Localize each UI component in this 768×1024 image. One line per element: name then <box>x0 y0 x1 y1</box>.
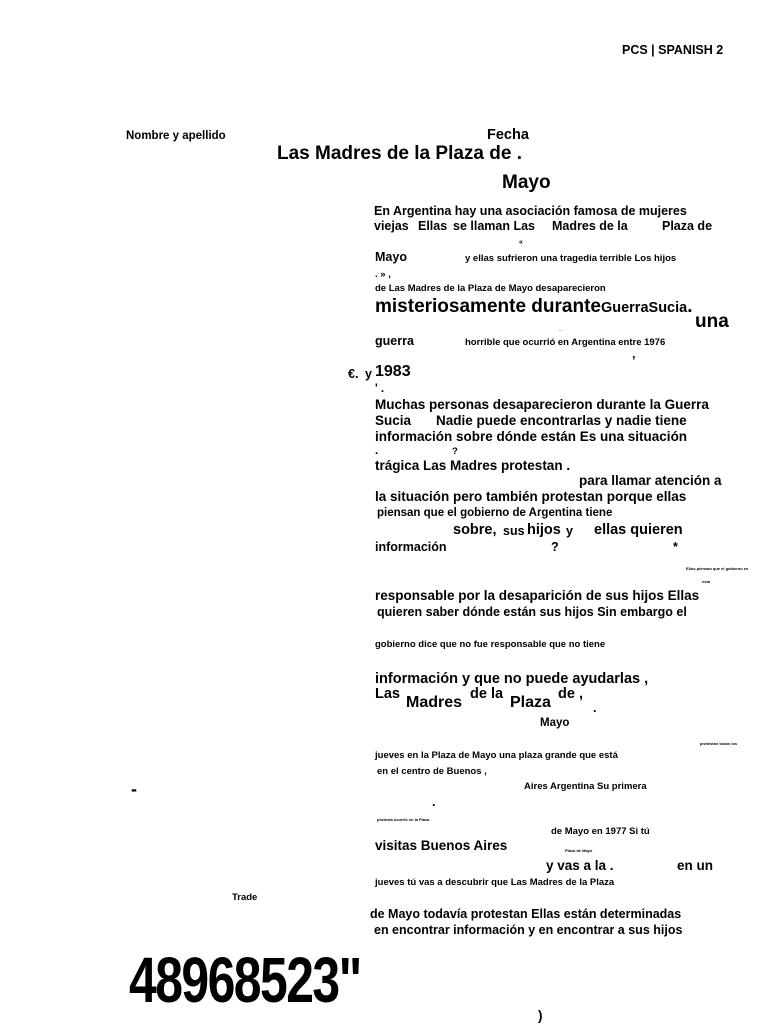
stray-mark: « <box>519 239 523 246</box>
text-line: Ellas <box>418 219 448 233</box>
page-title: Las Madres de la Plaza de . <box>277 143 522 164</box>
text-line: en un <box>677 858 713 873</box>
text-line: Plaza <box>510 694 551 711</box>
footer-number: 48968523" <box>129 944 361 1016</box>
text-line: Madres de la <box>552 219 628 233</box>
text-line: Aires Argentina Su primera <box>524 781 647 792</box>
text-line: Muchas personas desaparecieron durante la Guerra <box>375 397 709 412</box>
text-line: Las <box>375 686 400 702</box>
text-line: guerra <box>375 334 414 348</box>
text-line: la situación pero también protestan porque ellas <box>375 489 687 504</box>
date-label: Fecha <box>487 127 529 143</box>
text-line: jueves en la Plaza de Mayo una plaza grande que está <box>375 750 618 761</box>
text-line: se llaman Las <box>453 219 535 233</box>
tiny-note: Ellos piensan que el gobierno es <box>686 566 749 571</box>
text-line: sus <box>503 524 525 538</box>
text-line: Mayo <box>375 250 407 264</box>
text-line: información sobre dónde están Es una situación <box>375 429 688 444</box>
text-line: Nadie puede encontrarlas y nadie tiene <box>436 413 687 428</box>
text-line: en encontrar información y en encontrar a sus hijos <box>374 923 683 937</box>
text-line: visitas Buenos Aires <box>375 838 508 853</box>
text-line: y <box>365 367 372 381</box>
text-line: responsable por la desaparición de sus hijos Ellas <box>375 588 700 603</box>
text-line: €. <box>348 367 359 381</box>
name-label: Nombre y apellido <box>126 130 226 142</box>
text-line: en el centro de Buenos , <box>377 766 487 777</box>
text-line: de Mayo en 1977 Si tú <box>551 826 650 837</box>
stray-mark: ' . <box>375 383 385 395</box>
text-line: y <box>566 524 573 538</box>
text-line: Mayo <box>540 717 570 729</box>
stray-mark: . » , <box>375 269 391 280</box>
text-line: horrible que ocurrió en Argentina entre 1976 <box>465 337 666 348</box>
text-line: hijos <box>527 522 561 538</box>
text-line: ellas quieren <box>594 522 683 538</box>
stray-mark: * <box>673 540 678 554</box>
tiny-note: esta <box>702 579 711 584</box>
text-line: de , <box>558 686 583 702</box>
text-line: sobre, <box>453 522 497 538</box>
stray-mark: . <box>375 445 379 457</box>
text-line: Plaza de <box>662 219 713 233</box>
text-line: información <box>375 540 447 554</box>
tiny-note: protesta ocurrió en la Plaza . <box>377 817 432 822</box>
stray-mark: ? <box>551 540 559 554</box>
text-line-large: 1983 <box>375 363 411 380</box>
margin-dash: - <box>131 779 137 799</box>
stray-mark: ? <box>452 446 458 457</box>
stray-mark: ) <box>538 1008 543 1023</box>
page-title-continued: Mayo <box>502 172 551 193</box>
tiny-note: protestan todos los <box>700 741 738 746</box>
text-line: Sucia <box>375 413 412 428</box>
text-line-large: una <box>695 311 729 332</box>
stray-mark: . <box>593 701 597 715</box>
text-line: y ellas sufrieron una tragedia terrible Los hijos <box>465 253 677 264</box>
text-line: de la <box>470 686 504 702</box>
text-line: de Mayo todavía protestan Ellas están determinadas <box>370 907 682 921</box>
stray-mark: .. <box>559 327 562 332</box>
margin-note: Trade <box>232 892 258 903</box>
text-line: de Las Madres de la Plaza de Mayo desaparecieron <box>375 283 606 294</box>
tiny-note: Plaza de Mayo <box>565 848 593 853</box>
text-line: jueves tú vas a descubrir que Las Madres de la Plaza <box>375 877 615 888</box>
text-line: información y que no puede ayudarlas , <box>375 671 649 687</box>
course-header: PCS | SPANISH 2 <box>622 43 724 57</box>
text-line: trágica Las Madres protestan . <box>375 458 571 473</box>
text-line: gobierno dice que no fue responsable que no tiene <box>375 639 606 650</box>
text-line: viejas <box>374 219 409 233</box>
stray-mark: ’ <box>632 354 636 368</box>
text-line: En Argentina hay una asociación famosa de mujeres <box>374 204 687 218</box>
text-line: piensan que el gobierno de Argentina tiene <box>377 507 613 519</box>
stray-mark: . <box>432 795 436 809</box>
text-line: y vas a la . <box>546 858 614 873</box>
text-line: Madres <box>406 694 463 711</box>
text-line: para llamar atención a <box>579 473 722 488</box>
text-line-large: misteriosamente duranteGuerraSucia. <box>375 296 693 317</box>
text-line: quieren saber dónde están sus hijos Sin embargo el <box>377 605 687 619</box>
